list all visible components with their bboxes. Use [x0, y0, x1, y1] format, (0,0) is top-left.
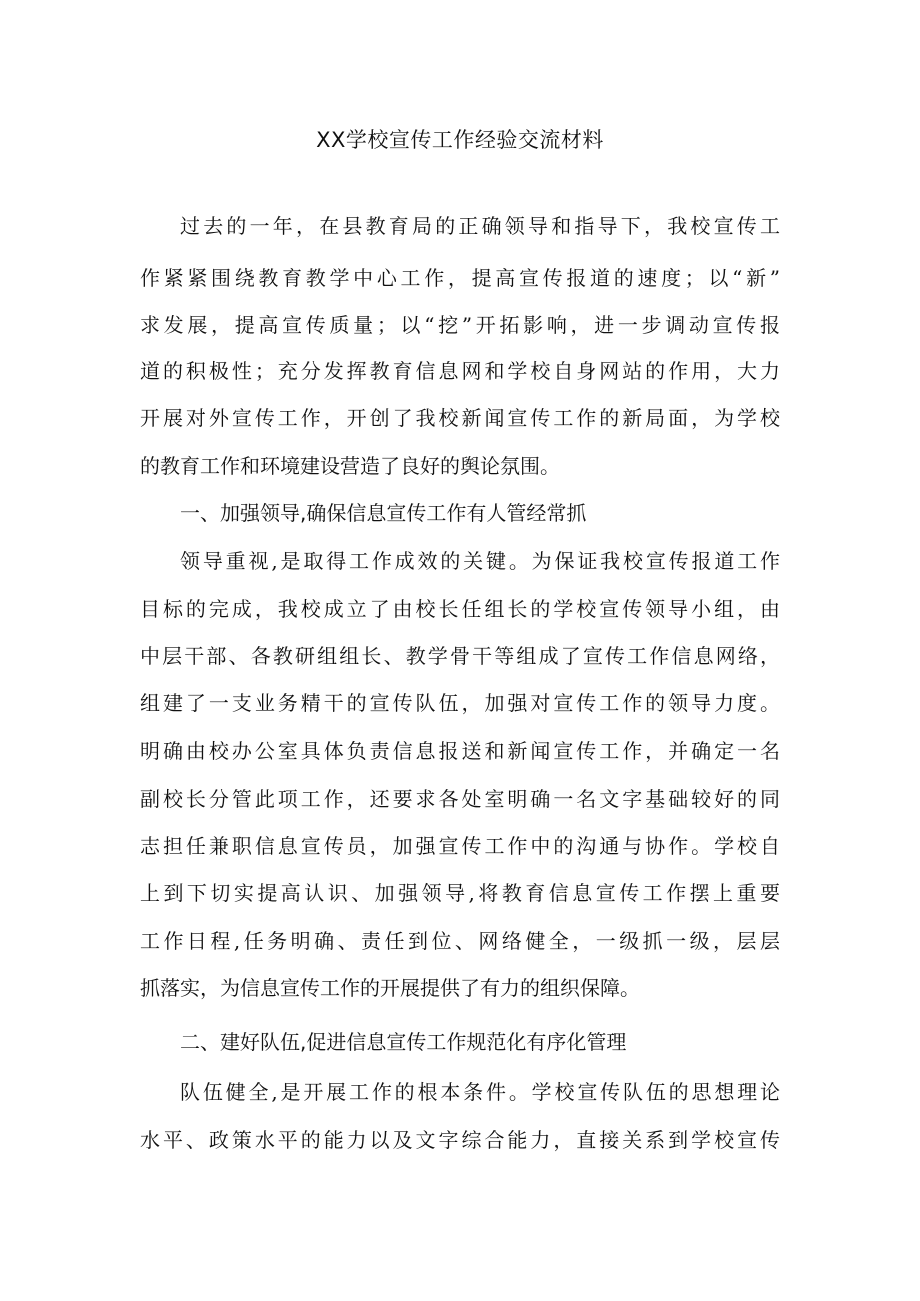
section1-line: 副校长分管此项工作，还要求各处室明确一名文字基础较好的同: [140, 787, 780, 811]
section1-line: 明确由校办公室具体负责信息报送和新闻宣传工作，并确定一名: [140, 739, 780, 763]
intro-line: 求发展，提高宣传质量；以“挖”开拓影响，进一步调动宣传报: [140, 313, 780, 337]
intro-line: 作紧紧围绕教育教学中心工作，提高宣传报道的速度；以“新”: [140, 266, 780, 290]
section1-line: 中层干部、各教研组组长、教学骨干等组成了宣传工作信息网络，: [140, 644, 780, 668]
section1-line: 组建了一支业务精干的宣传队伍，加强对宣传工作的领导力度。: [140, 691, 780, 715]
intro-line: 道的积极性；充分发挥教育信息网和学校自身网站的作用，大力: [140, 359, 780, 383]
section-heading-1: 一、加强领导,确保信息宣传工作有人管经常抓: [180, 501, 587, 525]
section1-line: 抓落实，为信息宣传工作的开展提供了有力的组织保障。: [140, 976, 640, 1000]
document-title: XX学校宣传工作经验交流材料: [316, 128, 604, 152]
section1-line: 志担任兼职信息宣传员，加强宣传工作中的沟通与协作。学校自: [140, 834, 780, 858]
section1-line: 领导重视,是取得工作成效的关键。为保证我校宣传报道工作: [180, 549, 780, 573]
section-heading-2: 二、建好队伍,促进信息宣传工作规范化有序化管理: [180, 1030, 627, 1054]
intro-line: 开展对外宣传工作，开创了我校新闻宣传工作的新局面，为学校: [140, 406, 780, 430]
section1-line: 上到下切实提高认识、加强领导,将教育信息宣传工作摆上重要: [140, 881, 780, 905]
section2-line: 水平、政策水平的能力以及文字综合能力，直接关系到学校宣传: [140, 1128, 780, 1152]
section2-line: 队伍健全,是开展工作的根本条件。学校宣传队伍的思想理论: [180, 1080, 780, 1104]
section1-line: 目标的完成，我校成立了由校长任组长的学校宣传领导小组，由: [140, 597, 780, 621]
intro-line: 过去的一年，在县教育局的正确领导和指导下，我校宣传工: [180, 214, 780, 238]
intro-line: 的教育工作和环境建设营造了良好的舆论氛围。: [140, 454, 560, 478]
section1-line: 工作日程,任务明确、责任到位、网络健全，一级抓一级，层层: [140, 929, 780, 953]
